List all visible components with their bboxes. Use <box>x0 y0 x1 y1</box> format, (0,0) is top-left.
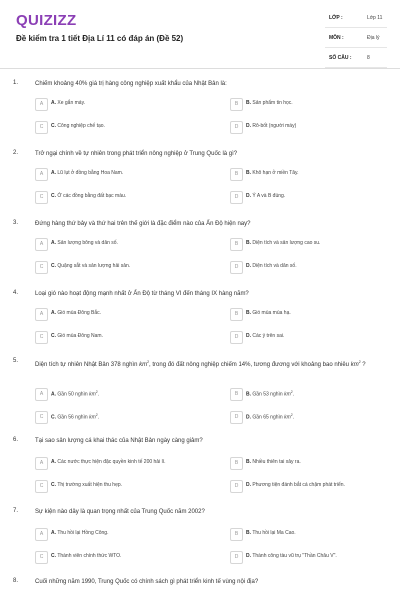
option-letter-box: B <box>230 308 243 321</box>
option-letter-box: D <box>230 121 243 134</box>
option-label: A. <box>51 391 56 398</box>
option-b[interactable] <box>230 308 390 321</box>
option-letter-box: B <box>230 528 243 541</box>
question-number: 8. <box>13 578 19 584</box>
meta-class-label: LỚP : <box>329 15 343 21</box>
meta-class-value: Lớp 11 <box>367 15 383 21</box>
option-label: A. <box>51 310 56 316</box>
option-text: Phương tiện đánh bắt cá chậm phát triển. <box>252 482 345 488</box>
question-number: 6. <box>13 437 19 443</box>
option-letter-box: A <box>35 457 48 470</box>
option-d[interactable] <box>230 331 390 344</box>
option-text: Khô hạn ở miền Tây. <box>252 170 299 176</box>
option-letter-box: A <box>35 388 48 401</box>
question-text: Đứng hàng thứ bảy và thứ hai trên thế giới là đặc điểm nào của Ấn Độ hiện nay? <box>35 221 251 227</box>
question-text: Diện tích tự nhiên Nhật Bản 378 nghìn $km^2$, trong đó đất nông nghiệp chiếm 14%, tương đương với khoảng bao nhiêu $km^2$ ? <box>35 360 366 368</box>
option-letter-box: C <box>35 191 48 204</box>
option-label: D. <box>246 333 251 339</box>
option-label: C. <box>51 482 56 488</box>
option-text: Thu hồi lại Ma Cao. <box>252 530 296 536</box>
option-d[interactable] <box>230 551 390 564</box>
option-label: C. <box>51 553 56 559</box>
option-label: B. <box>246 391 251 398</box>
meta-class-row <box>325 12 387 28</box>
question-number: 1. <box>13 80 19 86</box>
question-text: Tại sao sản lượng cá khai thác của Nhật Bản ngày càng giảm? <box>35 438 203 444</box>
option-label: A. <box>51 240 56 246</box>
option-label: B. <box>246 459 251 465</box>
option-a[interactable] <box>35 168 195 181</box>
option-d[interactable] <box>230 480 390 493</box>
option-label: B. <box>246 170 251 176</box>
option-text: Các ý trên sai. <box>252 333 285 339</box>
option-text: Thu hồi lại Hồng Công. <box>57 530 109 536</box>
meta-subject-value: Địa lý <box>367 35 380 41</box>
option-letter-box: D <box>230 551 243 564</box>
option-c[interactable] <box>35 191 195 204</box>
option-text: Quặng sắt và sản lượng hải sản. <box>57 263 131 269</box>
option-label: A. <box>51 459 56 465</box>
option-letter-box: B <box>230 457 243 470</box>
option-label: D. <box>246 414 251 421</box>
option-text: Các nước thực hiện đặc quyền kinh tế 200 hải lí. <box>57 459 166 465</box>
option-text: Công nghiệp chế tạo. <box>57 123 105 129</box>
option-label: C. <box>51 123 56 129</box>
option-text: Xe gắn máy. <box>57 100 86 106</box>
option-text: Gần 53 nghìn <box>252 391 285 398</box>
question-number: 4. <box>13 290 19 296</box>
option-letter-box: A <box>35 238 48 251</box>
option-d[interactable]: D D. Gần 65 nghìn $km^2$. <box>230 411 390 424</box>
option-a[interactable] <box>35 308 195 321</box>
option-b[interactable]: B B. Gần 53 nghìn $km^2$. <box>230 388 390 401</box>
option-c[interactable] <box>35 551 195 564</box>
option-label: C. <box>51 333 56 339</box>
option-text: Gần 50 nghìn <box>57 391 90 398</box>
option-label: A. <box>51 170 56 176</box>
option-text: Lũ lụt ở đồng bằng Hoa Nam. <box>57 170 124 176</box>
option-letter-box: D <box>230 331 243 344</box>
option-d[interactable] <box>230 261 390 274</box>
option-letter-box: C <box>35 551 48 564</box>
option-text: Rô-bốt (người máy) <box>252 123 297 129</box>
option-a[interactable] <box>35 528 195 541</box>
option-a[interactable] <box>35 98 195 111</box>
meta-subject-label: MÔN : <box>329 35 344 41</box>
option-label: D. <box>246 123 251 129</box>
option-label: C. <box>51 414 56 421</box>
option-c[interactable] <box>35 331 195 344</box>
option-text: Nhiều thiên tai xảy ra. <box>252 459 301 465</box>
question-number: 5. <box>13 358 19 364</box>
option-text: Thị trường xuất hiện thu hẹp. <box>57 482 123 488</box>
option-letter-box: C <box>35 480 48 493</box>
option-c[interactable] <box>35 121 195 134</box>
option-c[interactable] <box>35 261 195 274</box>
option-letter-box: C <box>35 331 48 344</box>
option-label: D. <box>246 553 251 559</box>
option-d[interactable] <box>230 191 390 204</box>
option-label: B. <box>246 100 251 106</box>
meta-count-label: SỐ CÂU : <box>329 55 352 61</box>
option-label: B. <box>246 310 251 316</box>
option-text: Diện tích và dân số. <box>252 263 297 269</box>
option-letter-box: D <box>230 261 243 274</box>
option-b[interactable] <box>230 528 390 541</box>
option-letter-box: A <box>35 168 48 181</box>
option-letter-box: B <box>230 388 243 401</box>
option-letter-box: B <box>230 98 243 111</box>
option-text: Sản lượng bông và dân số. <box>57 240 118 246</box>
quizizz-logo: QUIZIZZ <box>16 12 77 29</box>
question-text: Sự kiện nào dây là quan trọng nhất của Trung Quốc năm 2002? <box>35 509 205 515</box>
header-divider <box>0 68 400 69</box>
option-letter-box: D <box>230 191 243 204</box>
option-label: C. <box>51 193 56 199</box>
meta-subject-row <box>325 32 387 48</box>
option-label: A. <box>51 100 56 106</box>
option-text: Sản phẩm tin học. <box>252 100 293 106</box>
option-text: Diện tích và sản lượng cao su. <box>252 240 321 246</box>
option-label: D. <box>246 193 251 199</box>
option-d[interactable] <box>230 121 390 134</box>
option-text: Gió mùa mùa hạ. <box>252 310 291 316</box>
option-b[interactable] <box>230 238 390 251</box>
option-a[interactable]: A A. Gần 50 nghìn $km^2$. <box>35 388 195 401</box>
option-letter-box: A <box>35 98 48 111</box>
option-letter-box: D <box>230 480 243 493</box>
question-text: Loại gió nào hoạt động mạnh nhất ở Ấn Độ từ tháng VI đến tháng IX hàng năm? <box>35 291 249 297</box>
meta-count-value: 8 <box>367 55 370 61</box>
option-letter-box: C <box>35 411 48 424</box>
option-label: B. <box>246 530 251 536</box>
option-b[interactable] <box>230 98 390 111</box>
option-letter-box: A <box>35 528 48 541</box>
option-text: Gần 65 nghìn <box>252 414 285 421</box>
option-text: Gió mùa Đông Nam. <box>57 333 103 339</box>
option-letter-box: D <box>230 411 243 424</box>
option-text: Gần 56 nghìn <box>57 414 90 421</box>
meta-panel <box>325 12 387 72</box>
question-text: Cuối những năm 1990, Trung Quốc có chính sách gì phát triển kinh tế vùng nội địa? <box>35 579 259 585</box>
option-label: D. <box>246 263 251 269</box>
option-a[interactable] <box>35 457 195 470</box>
option-text: Thành viên chính thức WTO. <box>57 553 122 559</box>
option-a[interactable] <box>35 238 195 251</box>
option-text: Thành công tàu vũ trụ "Thần Châu V". <box>252 553 337 559</box>
meta-count-row <box>325 52 387 68</box>
question-text: Chiếm khoảng 40% giá trị hàng công nghiệp xuất khẩu của Nhật Bản là: <box>35 81 227 87</box>
option-letter-box: B <box>230 238 243 251</box>
option-letter-box: A <box>35 308 48 321</box>
document-header <box>0 0 400 72</box>
document-title: Đề kiểm tra 1 tiết Địa Lí 11 có đáp án (Đề 52) <box>16 34 184 43</box>
option-letter-box: C <box>35 261 48 274</box>
option-text: Ở các đồng bằng đất bạc màu. <box>57 193 127 199</box>
option-text: Ý A và B đúng. <box>252 193 286 199</box>
question-text: Trở ngại chính về tự nhiên trong phát triển nông nghiệp ở Trung Quốc là gì? <box>35 151 238 157</box>
option-b[interactable] <box>230 457 390 470</box>
option-text: Gió mùa Đông Bắc. <box>57 310 102 316</box>
option-c[interactable]: C C. Gần 56 nghìn $km^2$. <box>35 411 195 424</box>
option-label: C. <box>51 263 56 269</box>
option-letter-box: B <box>230 168 243 181</box>
question-number: 3. <box>13 220 19 226</box>
option-letter-box: C <box>35 121 48 134</box>
option-label: B. <box>246 240 251 246</box>
option-b[interactable] <box>230 168 390 181</box>
option-c[interactable] <box>35 480 195 493</box>
question-number: 7. <box>13 508 19 514</box>
option-label: D. <box>246 482 251 488</box>
question-number: 2. <box>13 150 19 156</box>
option-label: A. <box>51 530 56 536</box>
